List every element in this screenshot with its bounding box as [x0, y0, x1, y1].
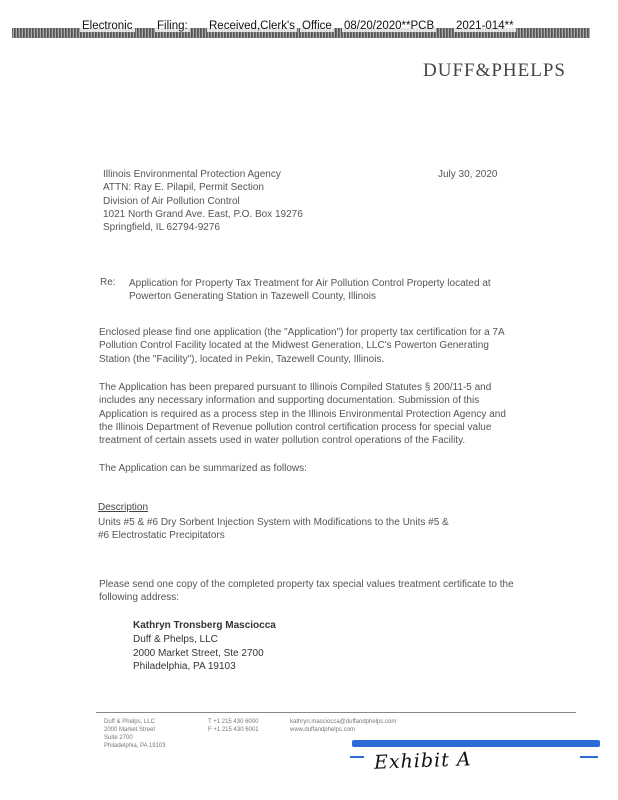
re-subject: Application for Property Tax Treatment for Air Pollution Control Property located at Powerton Generating Station in Tazewell County, Illinois	[129, 278, 491, 303]
return-city: Philadelphia, PA 19103	[133, 661, 236, 673]
exhibit-dash-right	[580, 756, 598, 758]
footer-line: Suite 2700	[104, 735, 133, 741]
footer-line: 2000 Market Street	[104, 727, 156, 733]
recipient-address	[103, 168, 363, 234]
footer-phone	[208, 718, 259, 734]
company-logo: DUFF&PHELPS	[423, 60, 566, 81]
footer-contact	[290, 718, 396, 734]
stamp-electronic: Electronic	[82, 20, 133, 32]
recipient-line: Illinois Environmental Protection Agency	[103, 169, 281, 180]
return-street: 2000 Market Street, Ste 2700	[133, 647, 264, 659]
recipient-line: 1021 North Grand Ave. East, P.O. Box 19276	[103, 208, 303, 220]
footer-line: Duff & Phelps, LLC	[104, 719, 155, 725]
description-body: Units #5 & #6 Dry Sorbent Injection System with Modifications to the Units #5 & #6 Electrostatic Precipitators	[98, 517, 449, 542]
return-company: Duff & Phelps, LLC	[133, 633, 218, 645]
body-paragraph-3: The Application can be summarized as follows:	[99, 463, 307, 474]
footer-address	[104, 718, 166, 750]
recipient-line: Springfield, IL 62794-9276	[103, 222, 220, 234]
description-heading: Description	[98, 502, 149, 513]
footer-line: Philadelphia, PA 19103	[104, 743, 166, 749]
body-paragraph-2: The Application has been prepared pursuant to Illinois Compiled Statutes § 200/11-5 and includes any necessary information and supporting documentation. Submission of this Application is required as a process step in the Illinois Environmental Protection Agency and the Illinois Department of Revenue pollution control certification process for special value treatment of certain assets used in water pollution control operations of the Facility.	[99, 382, 506, 447]
letter-date: July 30, 2020	[438, 169, 498, 180]
stamp-office: Office	[302, 20, 332, 32]
footer-line: T +1 215 430 6000	[208, 719, 259, 725]
exhibit-highlight-bar	[352, 740, 600, 747]
stamp-received: Received,Clerk's	[209, 20, 295, 32]
recipient-line: ATTN: Ray E. Pilapil, Permit Section	[103, 182, 264, 194]
stamp-filing: Filing:	[157, 20, 188, 32]
footer-line: www.duffandphelps.com	[290, 727, 355, 733]
footer-line: kathryn.masciocca@duffandphelps.com	[290, 719, 397, 725]
recipient-line: Division of Air Pollution Control	[103, 195, 240, 207]
footer-divider	[96, 712, 576, 713]
filing-stamp	[80, 20, 580, 38]
stamp-date-pcb: 08/20/2020**PCB	[344, 20, 435, 32]
body-paragraph-1: Enclosed please find one application (the "Application") for property tax certification for a 7A Pollution Control Facility located at the Midwest Generation, LLC's Powerton Generating Station (the "Facility"), located in Pekin, Tazewell County, Illinois.	[99, 327, 505, 365]
re-label: Re:	[100, 277, 116, 288]
footer-line: F +1 215 430 6001	[208, 727, 259, 733]
body-paragraph-4: Please send one copy of the completed property tax special values treatment certificate to the following address:	[99, 579, 514, 604]
stamp-case-number: 2021-014**	[456, 20, 514, 32]
exhibit-dash-left	[350, 756, 364, 758]
return-name: Kathryn Tronsberg Masciocca	[133, 620, 276, 631]
exhibit-label: Exhibit A	[373, 748, 472, 774]
return-address	[133, 619, 276, 674]
